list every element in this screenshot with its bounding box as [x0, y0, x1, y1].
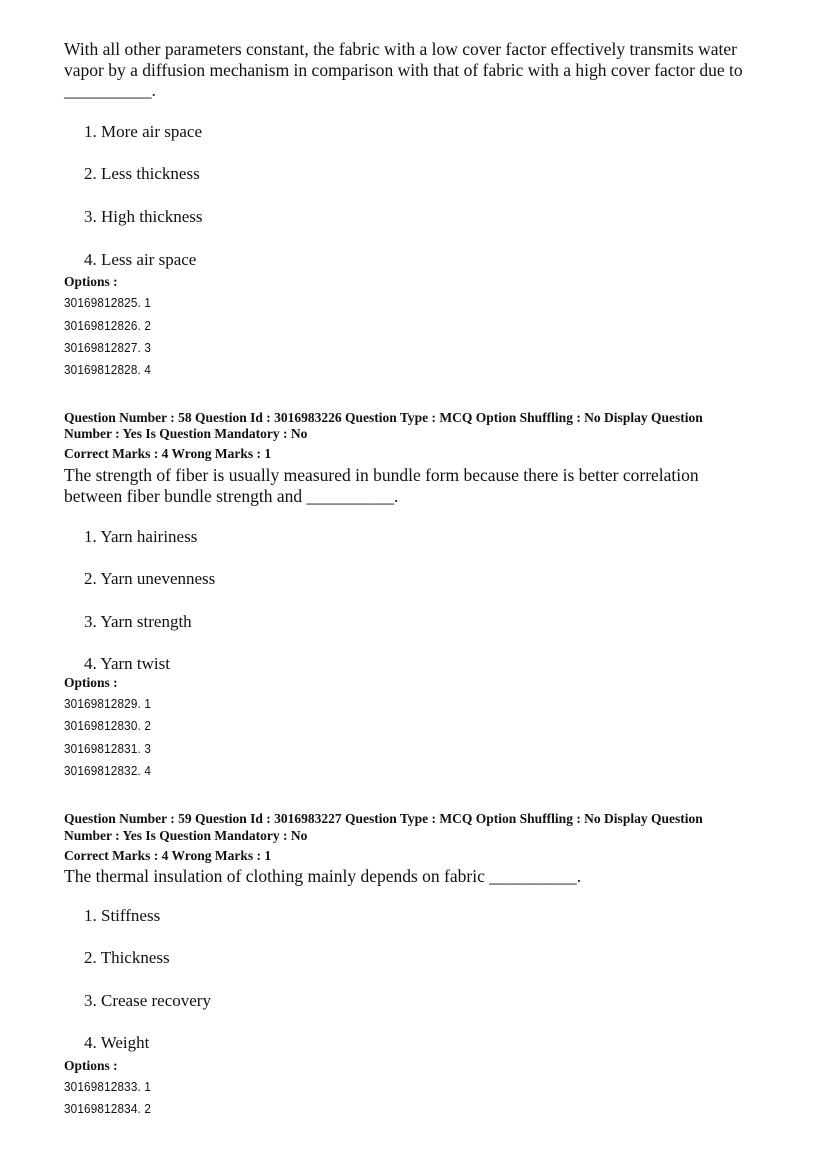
answer-choice: 3. Crease recovery: [84, 991, 211, 1010]
answer-choice: 2. Less thickness: [84, 164, 200, 183]
answer-choice: 2. Thickness: [84, 948, 170, 967]
answer-choice: 2. Yarn unevenness: [84, 569, 216, 588]
answer-choice: 4. Weight: [84, 1033, 150, 1052]
options-label: Options :: [64, 675, 118, 690]
option-id: 30169812826. 2: [64, 318, 152, 333]
question-text: The strength of fiber is usually measured in bundle form because there is better correlation: [64, 465, 699, 485]
question-text: With all other parameters constant, the fabric with a low cover factor effectively transmits water: [64, 39, 737, 59]
question-meta: Question Number : 58 Question Id : 3016983226 Question Type : MCQ Option Shuffling : No Display Question: [64, 410, 703, 425]
question-meta: Number : Yes Is Question Mandatory : No: [64, 426, 308, 441]
option-id: 30169812827. 3: [64, 340, 152, 355]
answer-choice: 1. Stiffness: [84, 906, 161, 925]
options-label: Options :: [64, 274, 118, 289]
option-id: 30169812832. 4: [64, 763, 152, 778]
answer-choice: 4. Yarn twist: [84, 654, 170, 673]
option-id: 30169812828. 4: [64, 362, 152, 377]
question-text: __________.: [64, 80, 156, 100]
answer-choice: 3. High thickness: [84, 207, 203, 226]
options-label: Options :: [64, 1058, 118, 1073]
option-id: 30169812829. 1: [64, 696, 152, 711]
question-marks: Correct Marks : 4 Wrong Marks : 1: [64, 848, 272, 863]
answer-choice: 1. More air space: [84, 122, 203, 141]
question-text: vapor by a diffusion mechanism in comparison with that of fabric with a high cover factor due to: [64, 60, 743, 80]
question-text: The thermal insulation of clothing mainly depends on fabric __________.: [64, 866, 582, 886]
answer-choice: 4. Less air space: [84, 250, 197, 269]
question-marks: Correct Marks : 4 Wrong Marks : 1: [64, 446, 272, 461]
question-meta: Number : Yes Is Question Mandatory : No: [64, 828, 308, 843]
question-meta: Question Number : 59 Question Id : 3016983227 Question Type : MCQ Option Shuffling : No Display Question: [64, 811, 703, 826]
option-id: 30169812825. 1: [64, 295, 152, 310]
question-text: between fiber bundle strength and __________.: [64, 486, 399, 506]
answer-choice: 3. Yarn strength: [84, 612, 192, 631]
option-id: 30169812831. 3: [64, 741, 152, 756]
option-id: 30169812834. 2: [64, 1101, 152, 1116]
option-id: 30169812833. 1: [64, 1079, 152, 1094]
option-id: 30169812830. 2: [64, 718, 152, 733]
answer-choice: 1. Yarn hairiness: [84, 527, 198, 546]
